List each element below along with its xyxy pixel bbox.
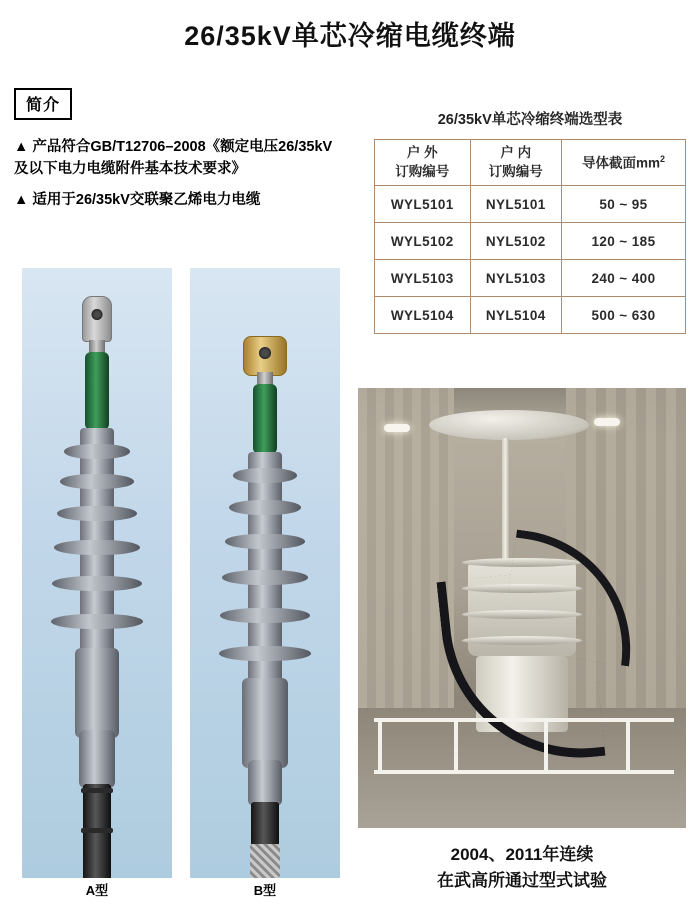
insulator-shed (54, 540, 140, 555)
cable-braid (250, 844, 280, 878)
table-header-row (375, 140, 686, 186)
lab-caption-line-2: 在武高所通过型式试验 (437, 871, 607, 891)
cell-section: 240 ~ 400 (561, 260, 685, 297)
product-photo-type-b (190, 268, 340, 878)
intro-line-3: ▲ 适用于26/35kV交联聚乙烯电力电缆 (14, 191, 261, 208)
intro-section (14, 88, 374, 211)
table-row (375, 260, 686, 297)
lug-hole-icon (259, 347, 271, 359)
green-sealing-tube (253, 384, 277, 454)
lab-wall-left (358, 388, 454, 718)
column-header-outdoor-line1: 户 外 (406, 145, 438, 161)
insulator-shed (57, 506, 137, 521)
cell-indoor-code: NYL5104 (470, 297, 561, 334)
cable-band (81, 788, 113, 793)
spec-table (374, 139, 686, 334)
cell-indoor-code: NYL5103 (470, 260, 561, 297)
product-photo-type-a (22, 268, 172, 878)
column-header-indoor-line2: 订购编号 (488, 163, 543, 179)
cell-outdoor-code: WYL5102 (375, 223, 471, 260)
cable-lug-icon (82, 296, 112, 342)
ceiling-lamp-icon (594, 418, 620, 426)
insulator-shed (64, 444, 130, 459)
cell-section: 50 ~ 95 (561, 186, 685, 223)
table-row (375, 186, 686, 223)
safety-rail (374, 770, 674, 774)
ceiling-lamp-icon (384, 424, 410, 432)
photo-label-type-a: A型 (85, 883, 109, 898)
cell-indoor-code: NYL5101 (470, 186, 561, 223)
column-header-section-text: 导体截面mm (581, 155, 660, 171)
column-header-outdoor (375, 140, 471, 186)
lug-hole-icon (92, 309, 103, 320)
column-header-outdoor-line2: 订购编号 (395, 163, 450, 179)
insulator-shed (220, 608, 310, 623)
lab-test-photo (358, 388, 686, 828)
cell-indoor-code: NYL5102 (470, 223, 561, 260)
cell-section: 500 ~ 630 (561, 297, 685, 334)
table-caption: 26/35kV单芯冷缩终端选型表 (437, 112, 623, 128)
cable-transition (79, 730, 115, 788)
column-header-indoor-line1: 户 内 (500, 145, 532, 161)
page-title: 26/35kV单芯冷缩电缆终端 (184, 21, 516, 51)
safety-rail-post (626, 720, 630, 774)
photo-label-type-b: B型 (253, 883, 277, 898)
cell-outdoor-code: WYL5103 (375, 260, 471, 297)
green-sealing-tube (85, 352, 109, 430)
insulator-shed (229, 500, 301, 515)
spec-table-section (374, 108, 686, 334)
table-row (375, 223, 686, 260)
lab-photo-caption (358, 842, 686, 895)
intro-line-1: ▲ 产品符合GB/T12706–2008《额定电压26/35kV (14, 139, 333, 155)
intro-text (14, 136, 374, 211)
intro-line-2: 及以下电力电缆附件基本技术要求》 (14, 161, 246, 178)
insulator-shed (225, 534, 305, 549)
cable-sheath (251, 802, 279, 846)
cell-outdoor-code: WYL5101 (375, 186, 471, 223)
cable-lug-icon (243, 336, 287, 376)
cell-outdoor-code: WYL5104 (375, 297, 471, 334)
insulator-shed (222, 570, 308, 585)
product-photos-section (14, 268, 344, 908)
cable-transition (248, 760, 282, 806)
safety-rail-post (544, 720, 548, 774)
spec-table-body (375, 186, 686, 334)
safety-rail-post (454, 720, 458, 774)
safety-rail-post (378, 720, 382, 774)
stress-cone (75, 648, 119, 738)
lab-caption-line-1: 2004、2011年连续 (450, 845, 594, 864)
stress-cone (242, 678, 288, 768)
insulator-shed (52, 576, 142, 591)
insulator-shed (233, 468, 297, 483)
table-row (375, 297, 686, 334)
intro-badge: 简介 (14, 88, 72, 120)
column-header-section-superscript: 2 (659, 153, 665, 164)
insulator-shed (219, 646, 311, 661)
insulator-shed (51, 614, 143, 629)
cell-section: 120 ~ 185 (561, 223, 685, 260)
hv-drop-rod (502, 438, 509, 563)
column-header-indoor (470, 140, 561, 186)
insulator-shed (60, 474, 134, 489)
corona-toroid (429, 410, 589, 440)
column-header-section (561, 140, 685, 186)
cable-band (81, 828, 113, 833)
